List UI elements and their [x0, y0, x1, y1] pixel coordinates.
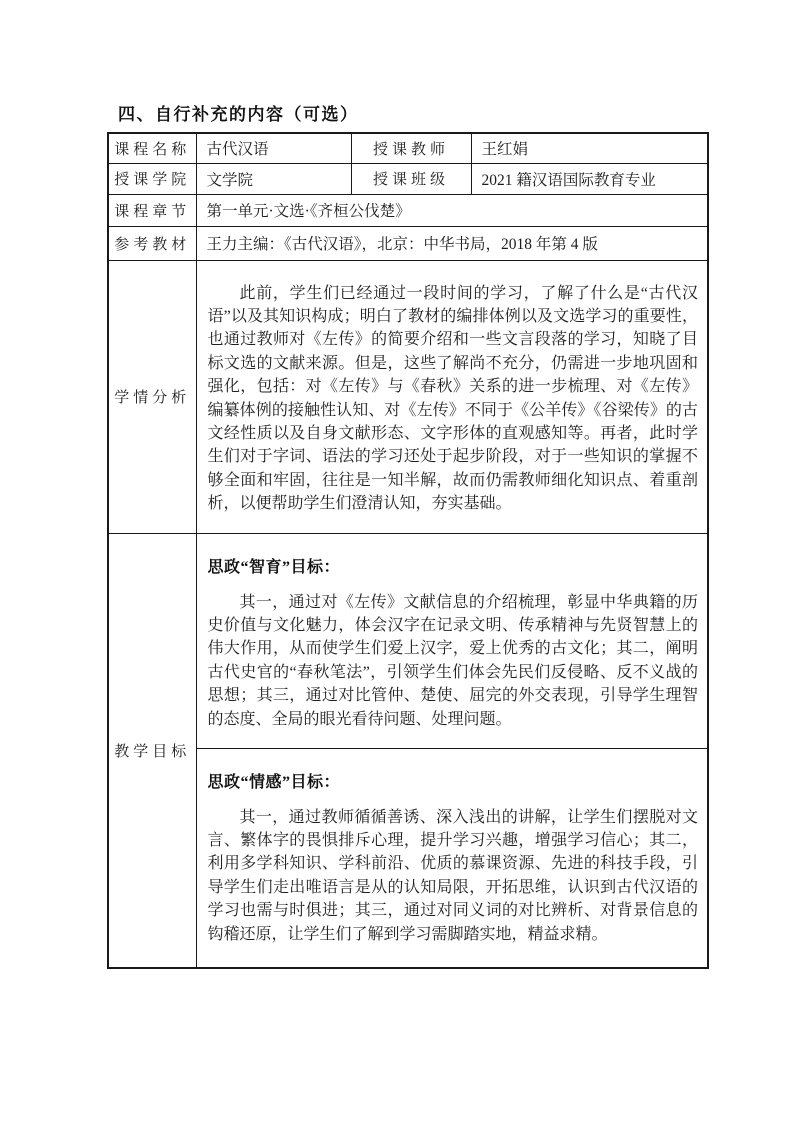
value-teacher: 王红娟	[471, 133, 708, 163]
label-teaching-objectives: 教学目标	[108, 533, 196, 968]
label-reference-textbook: 参考教材	[108, 226, 196, 260]
label-teacher: 授课教师	[351, 133, 471, 163]
objectives-emotional-text: 其一，通过教师循循善诱、深入浅出的讲解，让学生们摆脱对文言、繁体字的畏惧排斥心理，提升学习兴趣，增强学习信心；其二，利用多学科知识、学科前沿、优质的慕课资源、先进的科技手段，引导学生们走出唯语言是从的认知局限，开拓思维，认识到古代汉语的学习也需与时俱进；其三，通过对同义词的对比辨析、对背景信息的钩稽还原，让学生们了解到学习需脚踏实地，精益求精。	[207, 808, 698, 943]
label-learning-analysis: 学情分析	[108, 260, 196, 533]
label-college: 授课学院	[108, 163, 196, 194]
label-course-name: 课程名称	[108, 133, 196, 163]
table-row	[108, 194, 708, 226]
value-chapter: 第一单元·文选·《齐桓公伐楚》	[196, 194, 708, 226]
section-title: 四、自行补充的内容（可选）	[118, 105, 359, 124]
objectives-intellectual-cell	[196, 533, 708, 748]
table-row	[108, 533, 708, 748]
learning-analysis-text: 此前，学生们已经通过一段时间的学习，了解了什么是“古代汉语”以及其知识构成；明白了教材的编排体例以及文选学习的重要性，也通过教师对《左传》的简要介绍和一些文言段落的学习，知晓了目标文选的文献来源。但是，这些了解尚不充分，仍需进一步地巩固和强化，包括：对《左传》与《春秋》关系的进一步梳理、对《左传》编纂体例的接触性认知、对《左传》不同于《公羊传》《谷梁传》的古文经性质以及自身文献形态、文字形体的直观感知等。再者，此时学生们对于字词、语法的学习还处于起步阶段，对于一些知识的掌握不够全面和牢固，往往是一知半解，故而仍需教师细化知识点、着重剖析，以便帮助学生们澄清认知，夯实基础。	[207, 284, 698, 513]
table-row	[108, 748, 708, 968]
table-row	[108, 260, 708, 533]
value-class: 2021 籍汉语国际教育专业	[471, 163, 708, 194]
value-college: 文学院	[196, 163, 351, 194]
objectives-intellectual-heading: 思政“智育”目标：	[207, 558, 341, 576]
objectives-intellectual-text: 其一，通过对《左传》文献信息的介绍梳理，彰显中华典籍的历史价值与文化魅力，体会汉字在记录文明、传承精神与先贤智慧上的伟大作用，从而使学生们爱上汉字，爱上优秀的古文化；其二，阐明古代史官的“春秋笔法”，引领学生们体会先民们反侵略、反不义战的思想；其三，通过对比管仲、楚使、屈完的外交表现，引导学生理智的态度、全局的眼光看待问题、处理问题。	[207, 593, 698, 728]
objectives-emotional-cell	[196, 748, 708, 968]
table-row	[108, 226, 708, 260]
value-course-name: 古代汉语	[196, 133, 351, 163]
label-class: 授课班级	[351, 163, 471, 194]
objectives-emotional-heading: 思政“情感”目标：	[207, 773, 341, 791]
learning-analysis-cell	[196, 260, 708, 533]
lesson-plan-table	[107, 132, 709, 969]
value-reference-textbook: 王力主编：《古代汉语》，北京：中华书局，2018 年第 4 版	[196, 226, 708, 260]
label-chapter: 课程章节	[108, 194, 196, 226]
table-row	[108, 133, 708, 163]
table-row	[108, 163, 708, 194]
